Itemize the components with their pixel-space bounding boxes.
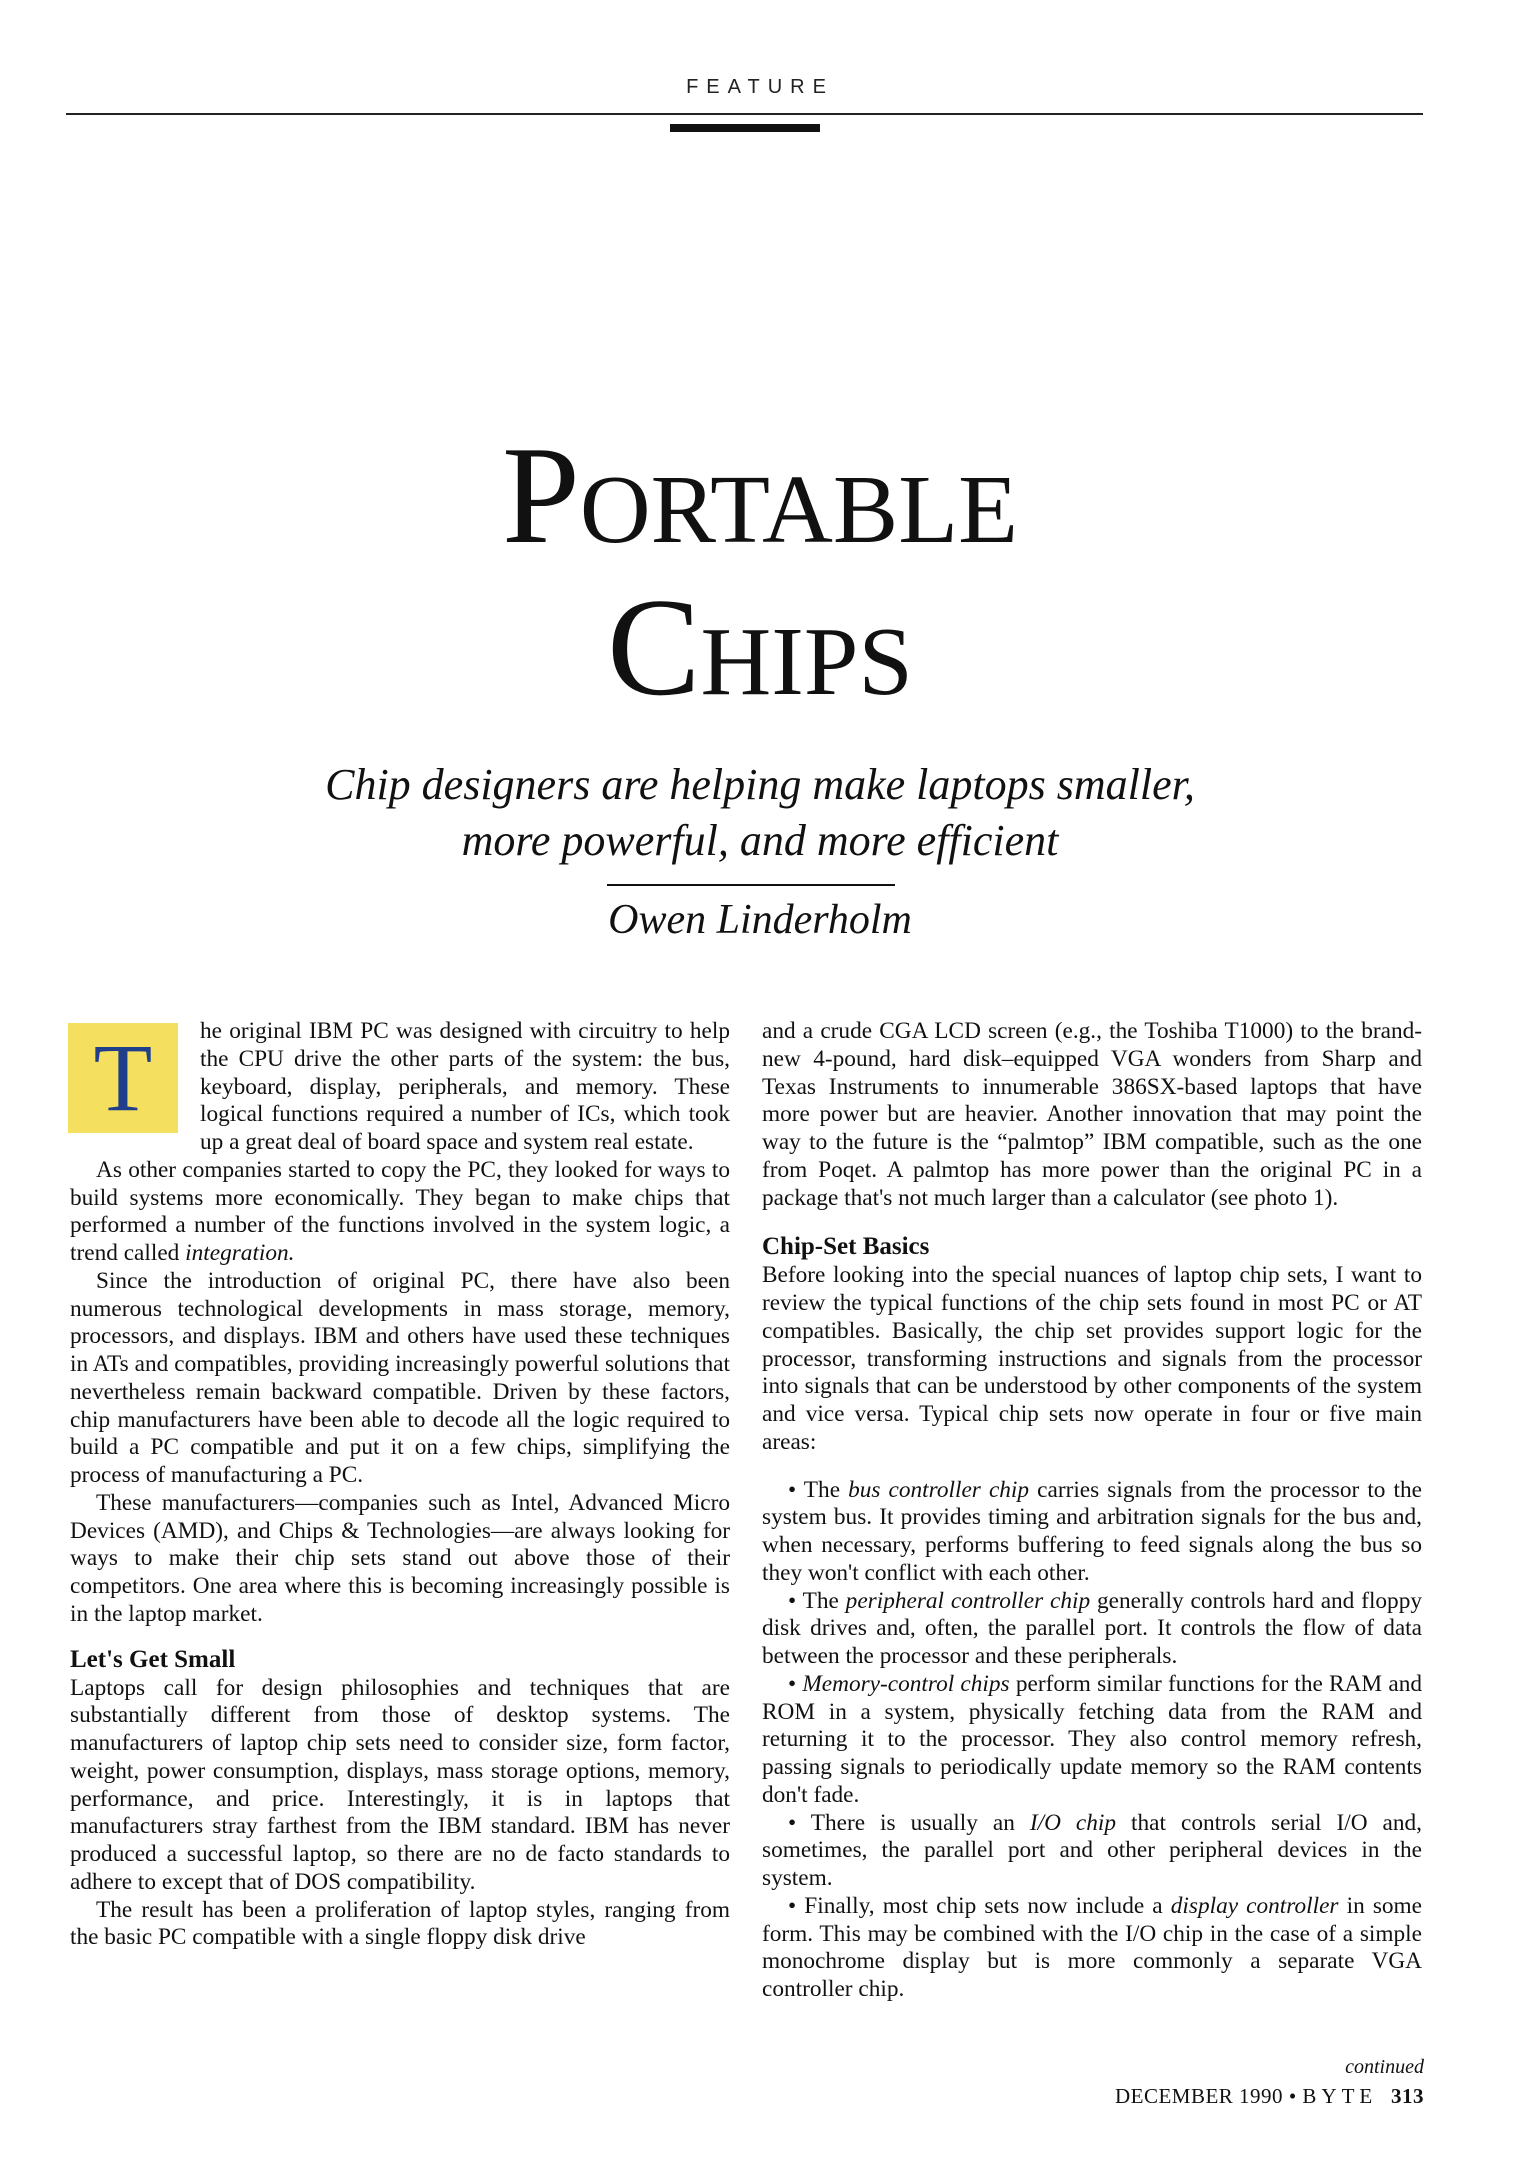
- paragraph-2: As other companies started to copy the PC, they looked for ways to build systems more economically. They began to make chips that performed a number of the functions involved in the system logic, a trend called integration.: [70, 1156, 730, 1266]
- byline-rule: [607, 884, 895, 886]
- bullet-peripheral-controller: • The peripheral controller chip generally controls hard and floppy disk drives and, often, the parallel port. It controls the flow of data between the processor and these peripherals.: [762, 1587, 1423, 1669]
- footer-separator: •: [1288, 2084, 1297, 2108]
- spacer: [762, 1212, 1422, 1232]
- paragraph-6: The result has been a proliferation of laptop styles, ranging from the basic PC compatible with a single floppy disk drive: [70, 1896, 730, 1951]
- paragraph-3: Since the introduction of original PC, there have also been numerous technological developments in mass storage, memory, processors, and displays. IBM and others have used these techniques in ATs and compatibles, providing increasingly powerful solutions that nevertheless remain backward compatible. Driven by these factors, chip manufacturers have been able to decode all the logic required to build a PC compatible and put it on a few chips, simplifying the process of manufacturing a PC.: [70, 1267, 730, 1488]
- right-column: [762, 1018, 1422, 2004]
- paragraph-5: Laptops call for design philosophies and techniques that are substantially different from those of desktop systems. The manufacturers of laptop chip sets need to consider size, form factor, weight, power consumption, displays, mass storage options, memory, performance, and price. Interestingly, it is in laptops that manufacturers stray farthest from the IBM standard. IBM has never produced a successful laptop, so there are no de facto standards to adhere to except that of DOS compatibility.: [70, 1674, 730, 1895]
- header-bar: [670, 124, 820, 132]
- continued-label: continued: [1345, 2056, 1424, 2078]
- bullet-bus-controller: • The bus controller chip carries signals from the processor to the system bus. It provides timing and arbitration signals for the bus and, when necessary, performs buffering to feed signals along the bus so they won't conflict with each other.: [762, 1476, 1422, 1586]
- article-subtitle: [200, 757, 1320, 869]
- spacer: [762, 1457, 1422, 1477]
- title-line-1: Portable: [502, 418, 1018, 573]
- magazine-name: BYTE: [1302, 2084, 1378, 2108]
- byline: Owen Linderholm: [608, 897, 912, 943]
- bullet-memory-control: • Memory-control chips perform similar functions for the RAM and ROM in a system, physically fetching data from the RAM and returning it to the processor. They also control memory refresh, passing signals to periodically update memory so the RAM contents don't fade.: [762, 1670, 1422, 1808]
- left-column: [70, 1018, 730, 1952]
- heading-lets-get-small: Let's Get Small: [70, 1645, 236, 1673]
- title-line-2: Chips: [607, 570, 913, 725]
- paragraph-1-text: he original IBM PC was designed with circuitry to help the CPU drive the other parts of the system: the bus, keyboard, display, peripherals, and memory. These logical functions required a number of ICs, which took up a great deal of board space and system real estate.: [200, 1018, 730, 1155]
- bullet-io-chip: • There is usually an I/O chip that controls serial I/O and, sometimes, the parallel port and other peripheral devices in the system.: [762, 1809, 1422, 1891]
- header-rule: [66, 113, 1423, 115]
- issue-date: DECEMBER 1990: [1114, 2084, 1284, 2108]
- paragraph-7: and a crude CGA LCD screen (e.g., the Toshiba T1000) to the brand-new 4-pound, hard disk–equipped VGA wonders from Sharp and Texas Instruments to innumerable 386SX-based laptops that have more power but are heavier. Another innovation that may point the way to the future is the “palmtop” IBM compatible, such as the one from Poqet. A palmtop has more power than the original PC in a package that's not much larger than a calculator (see photo 1).: [762, 1018, 1422, 1211]
- page-footer: [1115, 2084, 1424, 2109]
- drop-cap: T: [68, 1023, 178, 1133]
- page-number: 313: [1391, 2084, 1424, 2108]
- subtitle-line-1: Chip designers are helping make laptops smaller,: [325, 760, 1195, 809]
- heading-chip-set-basics: Chip-Set Basics: [762, 1233, 930, 1261]
- paragraph-1: [70, 1018, 730, 1157]
- section-label: FEATURE: [686, 76, 834, 98]
- term-integration: integration.: [185, 1240, 295, 1266]
- spacer: [70, 1629, 730, 1645]
- article-title: [0, 420, 1520, 724]
- paragraph-4: These manufacturers—companies such as Intel, Advanced Micro Devices (AMD), and Chips & Technologies—are always looking for ways to make their chip sets stand out above those of their competitors. One area where this is becoming increasingly possible is in the laptop market.: [70, 1489, 730, 1627]
- bullet-display-controller: • Finally, most chip sets now include a display controller in some form. This may be combined with the I/O chip in the case of a simple monochrome display but is more commonly a separate VGA controller chip.: [762, 1892, 1423, 2002]
- subtitle-line-2: more powerful, and more efficient: [461, 816, 1059, 865]
- paragraph-8: Before looking into the special nuances of laptop chip sets, I want to review the typical functions of the chip sets found in most PC or AT compatibles. Basically, the chip set provides support logic for the processor, transforming instructions and signals from the processor into signals that can be understood by other components of the system and vice versa. Typical chip sets now operate in four or five main areas:: [762, 1262, 1422, 1455]
